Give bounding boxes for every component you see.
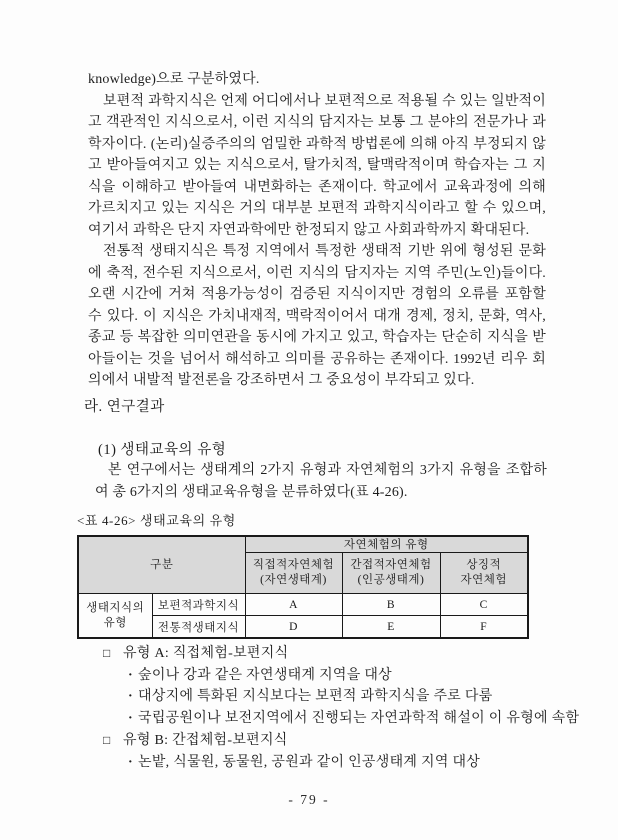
list-item [103,708,580,730]
list-item-text: 숲이나 강과 같은 자연생태계 지역을 대상 [138,667,393,683]
table-corner-header: 구분 [78,536,245,594]
subsection-heading-eco-education-types: (1) 생태교육의 유형 [98,442,227,458]
table-group-header: 자연체험의 유형 [245,536,528,553]
table-col-header-direct [245,553,342,594]
list-item-text: 대상지에 특화된 지식보다는 보편적 과학지식을 주로 다룸 [138,689,493,705]
square-bullet-icon: □ [103,732,111,747]
eco-education-types-table [77,535,529,639]
dot-bullet-icon: · [128,689,133,705]
table-cell: F [440,616,528,639]
row-group-line1: 생태지식의 [86,601,145,614]
list-item [103,752,563,774]
list-item-type-b [103,730,563,752]
col-header-line2: 자연체험 [460,574,507,586]
paragraph-universal-knowledge: 보편적 과학지식은 언제 어디에서나 보편적으로 적용될 수 있는 일반적이고 객관적인 지식으로서, 이런 지식의 담지자는 보통 그 분야의 전문가나 과학자이다. (논리)실증주의의 엄밀한 과학적 방법론에 의해 아직 부정되지 않고 받아들여지고 있는 지식으로서, 탈가치적, 탈맥락적이며 학습자는 그 지식을 이해하고 받아들여 내면화하는 존재이다. 학교에서 교육과정에 의해 가르치지고 있는 지식은 거의 대부분 보편적 과학지식이라고 할 수 있으며, 여기서 과학은 단지 자연과학에만 한정되지 않고 사회과학까지 확대된다. [88,93,546,238]
table-cell: A [245,594,342,616]
dot-bullet-icon: · [128,754,133,770]
table-col-header-symbolic [440,553,528,594]
table-cell: C [440,594,528,616]
body-text-block [88,69,546,392]
table-col-header-indirect [342,553,440,594]
table-caption: <표 4-26> 생태교육의 유형 [77,513,236,528]
list-item-text: 논밭, 식물원, 동물원, 공원과 같이 인공생태계 지역 대상 [138,754,481,770]
list-item-text: 유형 B: 간접체험-보편지식 [123,732,288,748]
dot-bullet-icon: · [128,711,133,727]
row-group-line2: 유형 [103,616,127,629]
list-item-type-a [103,643,563,665]
table-header-row-1 [78,536,528,553]
list-item-text: 국립공원이나 보전지역에서 진행되는 자연과학적 해설이 이 유형에 속함 [138,711,580,727]
col-header-line1: 상징적 [466,559,502,571]
col-header-line2: (자연생태계) [260,574,327,586]
square-bullet-icon: □ [103,646,111,660]
paragraph-continuation: knowledge)으로 구분하였다. [88,72,260,87]
dot-bullet-icon: · [128,667,133,683]
type-description-list [103,643,580,773]
table-cell: B [342,594,440,616]
table-row-group-header [78,594,152,639]
list-item-text: 유형 A: 직접체험-보편지식 [123,646,289,661]
table-row-label: 보편적과학지식 [152,594,245,616]
section-heading-results: 라. 연구결과 [84,399,165,415]
table-row-universal [78,594,528,616]
table-row-label: 전통적생태지식 [152,616,245,639]
table-cell: E [342,616,440,639]
page-number: - 79 - [288,792,330,807]
col-header-line1: 직접적자연체험 [252,559,335,571]
paragraph-traditional-knowledge: 전통적 생태지식은 특정 지역에서 특정한 생태적 기반 위에 형성된 문화에 축적, 전수된 지식으로서, 이런 지식의 담지자는 지역 주민(노인)들이다. 오랜 시간에 거쳐 적용가능성이 검증된 지식이지만 경험의 오류를 포함할 수 있다. 이 지식은 가치내재적, 맥락적이어서 대개 경제, 정치, 문화, 역사, 종교 등 복잡한 의미연관을 동시에 가지고 있고, 학습자는 단순히 지식을 받아들이는 것을 넘어서 해석하고 의미를 공유하는 존재이다. 1992년 리우 회의에서 내발적 발전론을 강조하면서 그 중요성이 부각되고 있다. [88,244,546,388]
col-header-line2: (인공생태계) [357,574,425,586]
col-header-line1: 간접적자연체험 [350,559,432,571]
table-cell: D [245,616,342,639]
subsection-paragraph: 본 연구에서는 생태계의 2가지 유형과 자연체험의 3가지 유형을 조합하여 총 6가지의 생태교육유형을 분류하였다(표 4-26). [95,463,547,500]
list-item [103,665,563,687]
list-item [103,686,563,708]
